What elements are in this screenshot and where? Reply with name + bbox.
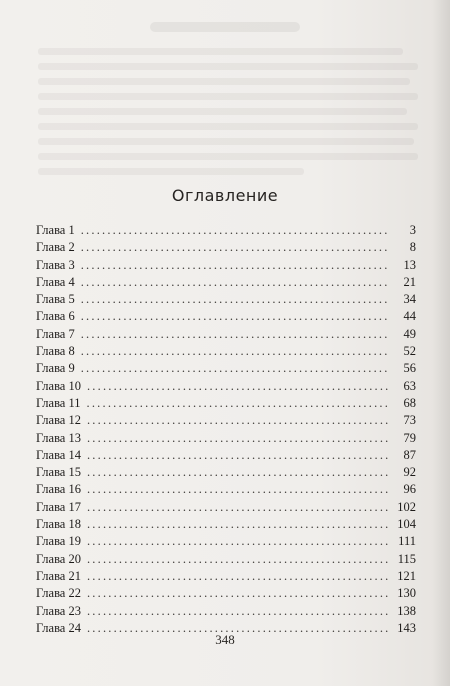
toc-entry-label: Глава 24 xyxy=(36,620,81,635)
toc-entry-label: Глава 3 xyxy=(36,257,75,272)
toc-entry-label: Глава 7 xyxy=(36,326,75,341)
toc-leader-dots xyxy=(87,378,388,395)
toc-leader-dots xyxy=(81,222,388,239)
toc-entry xyxy=(36,603,416,620)
toc-entry-page: 34 xyxy=(403,292,416,307)
toc-entry-page: 96 xyxy=(403,482,416,497)
toc-entry xyxy=(36,222,416,239)
toc-entry-page: 21 xyxy=(403,274,416,289)
toc-entry-label: Глава 15 xyxy=(36,465,81,480)
toc-entry-page: 49 xyxy=(403,326,416,341)
toc-leader-dots xyxy=(87,447,388,464)
toc-entry-page: 92 xyxy=(403,465,416,480)
toc-leader-dots xyxy=(87,412,388,429)
toc-entry xyxy=(36,326,416,343)
toc-entry-label: Глава 5 xyxy=(36,292,75,307)
toc-leader-dots xyxy=(81,360,388,377)
toc-entry xyxy=(36,257,416,274)
toc-entry xyxy=(36,360,416,377)
toc-entry xyxy=(36,239,416,256)
toc-entry-label: Глава 16 xyxy=(36,482,81,497)
toc-entry-label: Глава 6 xyxy=(36,309,75,324)
toc-entry-page: 56 xyxy=(403,361,416,376)
toc-entry-label: Глава 2 xyxy=(36,240,75,255)
toc-entry xyxy=(36,481,416,498)
toc-entry xyxy=(36,378,416,395)
toc-leader-dots xyxy=(81,257,388,274)
toc-leader-dots xyxy=(87,499,388,516)
toc-leader-dots xyxy=(87,585,388,602)
toc-entry xyxy=(36,291,416,308)
toc-entry-label: Глава 22 xyxy=(36,586,81,601)
toc-leader-dots xyxy=(87,568,388,585)
toc-entry xyxy=(36,499,416,516)
toc-entry-label: Глава 18 xyxy=(36,517,81,532)
toc-leader-dots xyxy=(81,308,388,325)
toc-leader-dots xyxy=(87,516,388,533)
toc-entry-page: 87 xyxy=(403,447,416,462)
toc-entry-page: 115 xyxy=(397,551,416,566)
toc-entry-page: 8 xyxy=(409,240,416,255)
toc-entry-page: 63 xyxy=(403,378,416,393)
toc-entry xyxy=(36,585,416,602)
toc-leader-dots xyxy=(81,239,388,256)
spine-shadow xyxy=(432,0,450,686)
toc-entry-label: Глава 13 xyxy=(36,430,81,445)
toc-entry-label: Глава 21 xyxy=(36,568,81,583)
toc-title: Оглавление xyxy=(171,186,279,205)
toc-entry-label: Глава 4 xyxy=(36,274,75,289)
toc-entry-page: 52 xyxy=(403,344,416,359)
toc-entry-page: 102 xyxy=(397,499,416,514)
toc-entry-label: Глава 23 xyxy=(36,603,81,618)
toc-leader-dots xyxy=(87,395,388,412)
toc-leader-dots xyxy=(87,481,388,498)
toc-entry-label: Глава 20 xyxy=(36,551,81,566)
toc-entry-label: Глава 17 xyxy=(36,499,81,514)
toc-entry xyxy=(36,533,416,550)
toc-entry-label: Глава 12 xyxy=(36,413,81,428)
toc-entry xyxy=(36,395,416,412)
toc-leader-dots xyxy=(87,533,388,550)
page-number: 348 xyxy=(215,632,235,647)
toc-entry-label: Глава 14 xyxy=(36,447,81,462)
toc-entry-page: 13 xyxy=(403,257,416,272)
toc-leader-dots xyxy=(81,326,388,343)
bleed-through-text xyxy=(38,48,418,183)
toc-entry-label: Глава 11 xyxy=(36,395,81,410)
toc-entry xyxy=(36,274,416,291)
toc-entry xyxy=(36,430,416,447)
toc-entry-page: 121 xyxy=(397,568,416,583)
toc-list xyxy=(36,222,416,637)
toc-leader-dots xyxy=(87,464,388,481)
toc-entry xyxy=(36,568,416,585)
toc-entry-page: 79 xyxy=(403,430,416,445)
toc-entry-label: Глава 8 xyxy=(36,344,75,359)
toc-leader-dots xyxy=(87,603,388,620)
toc-entry xyxy=(36,464,416,481)
toc-entry-label: Глава 1 xyxy=(36,223,75,237)
toc-leader-dots xyxy=(81,291,388,308)
toc-leader-dots xyxy=(81,343,388,360)
toc-leader-dots xyxy=(87,551,388,568)
toc-entry xyxy=(36,551,416,568)
toc-entry-label: Глава 9 xyxy=(36,361,75,376)
toc-entry xyxy=(36,343,416,360)
toc-entry-page: 111 xyxy=(398,534,416,549)
toc-entry xyxy=(36,412,416,429)
toc-entry-page: 44 xyxy=(403,309,416,324)
toc-entry-page: 3 xyxy=(409,223,416,237)
toc-entry xyxy=(36,516,416,533)
toc-entry-page: 143 xyxy=(397,620,416,635)
toc-entry-page: 130 xyxy=(397,586,416,601)
toc-entry-label: Глава 19 xyxy=(36,534,81,549)
toc-entry-label: Глава 10 xyxy=(36,378,81,393)
toc-leader-dots xyxy=(81,274,388,291)
toc-leader-dots xyxy=(87,430,388,447)
toc-entry-page: 68 xyxy=(403,395,416,410)
toc-entry xyxy=(36,447,416,464)
toc-entry xyxy=(36,308,416,325)
toc-entry-page: 104 xyxy=(397,517,416,532)
bleed-through-header xyxy=(150,22,300,32)
toc-entry-page: 138 xyxy=(397,603,416,618)
toc-entry-page: 73 xyxy=(403,413,416,428)
